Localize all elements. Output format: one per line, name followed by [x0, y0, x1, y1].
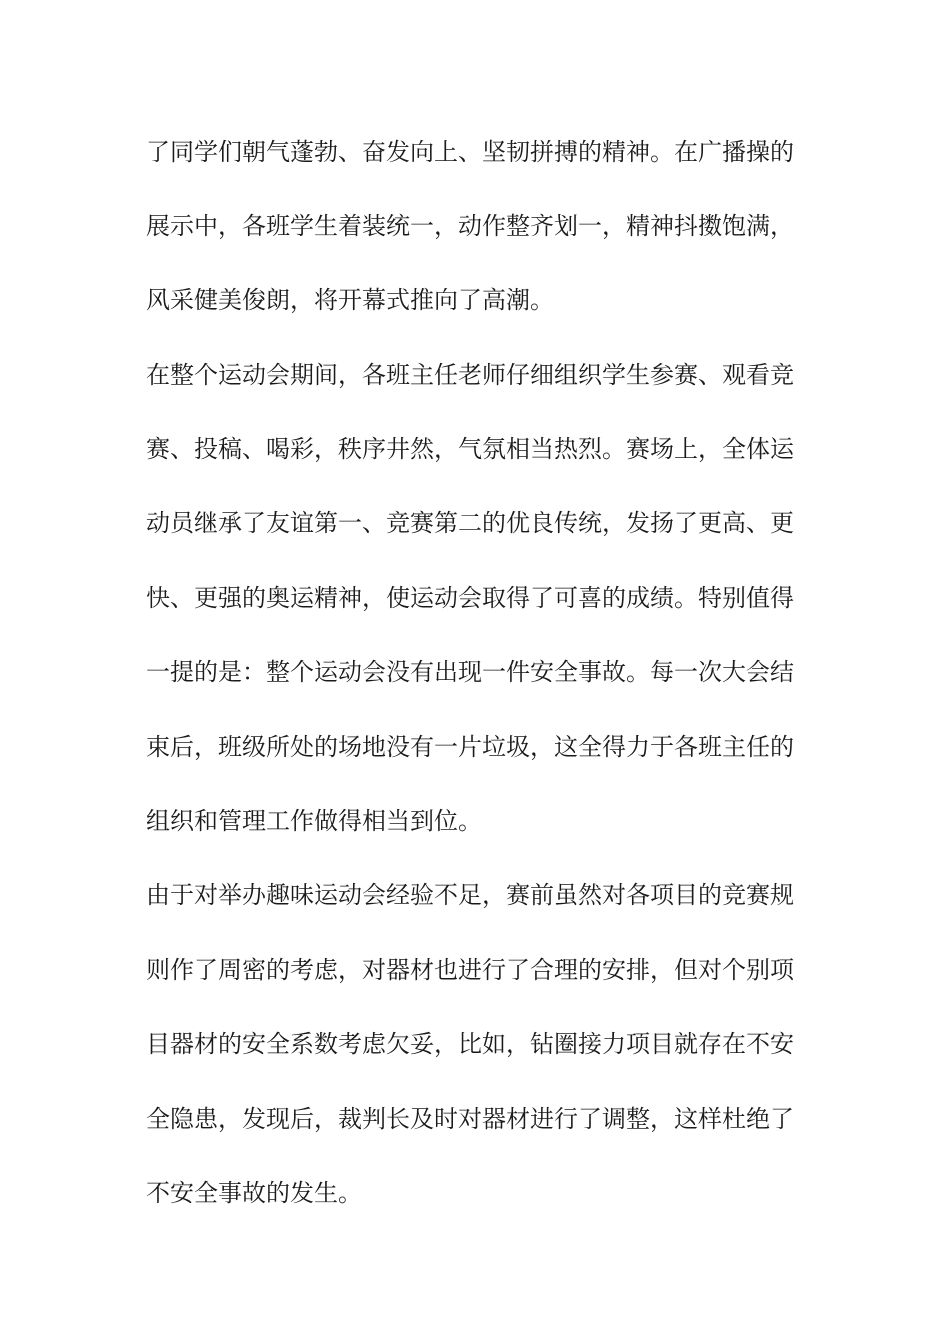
text-line: 则作了周密的考虑，对器材也进行了合理的安排，但对个别项 — [146, 956, 794, 984]
text-line: 全隐患，发现后，裁判长及时对器材进行了调整，这样杜绝了 — [146, 1105, 794, 1133]
text-line: 由于对举办趣味运动会经验不足，赛前虽然对各项目的竞赛规 — [146, 881, 794, 909]
text-line: 赛、投稿、喝彩，秩序井然，气氛相当热烈。赛场上，全体运 — [146, 435, 794, 463]
text-line: 目器材的安全系数考虑欠妥，比如，钻圈接力项目就存在不安 — [146, 1030, 794, 1058]
text-line: 展示中，各班学生着装统一，动作整齐划一，精神抖擞饱满， — [146, 212, 794, 240]
text-line: 动员继承了友谊第一、竞赛第二的优良传统，发扬了更高、更 — [146, 509, 794, 537]
text-line: 了同学们朝气蓬勃、奋发向上、坚韧拼搏的精神。在广播操的 — [146, 138, 794, 166]
text-line: 快、更强的奥运精神，使运动会取得了可喜的成绩。特别值得 — [146, 584, 794, 612]
text-line: 束后，班级所处的场地没有一片垃圾，这全得力于各班主任的 — [146, 733, 794, 761]
text-line: 不安全事故的发生。 — [146, 1179, 362, 1207]
text-line: 组织和管理工作做得相当到位。 — [146, 807, 482, 835]
text-line: 风采健美俊朗，将开幕式推向了高潮。 — [146, 286, 554, 314]
text-line: 一提的是：整个运动会没有出现一件安全事故。每一次大会结 — [146, 658, 794, 686]
text-line: 在整个运动会期间，各班主任老师仔细组织学生参赛、观看竞 — [146, 361, 794, 389]
